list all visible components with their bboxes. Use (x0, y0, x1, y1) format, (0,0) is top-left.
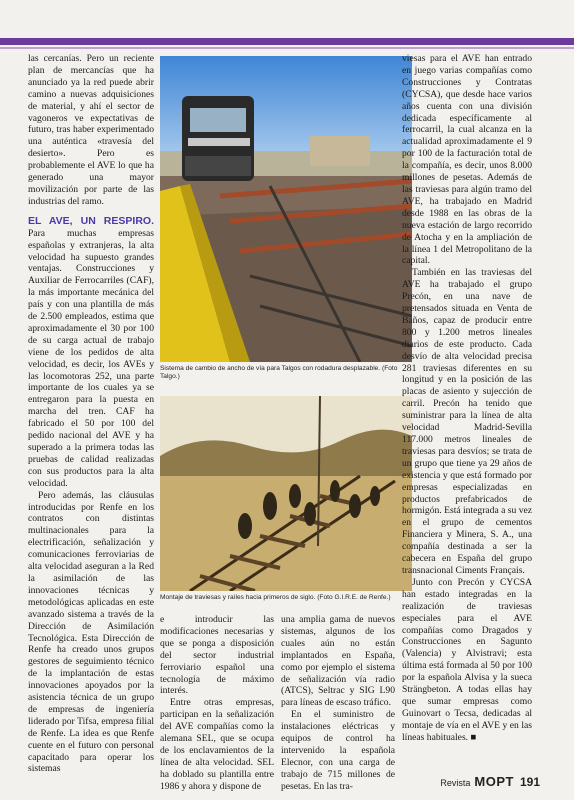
paragraph: Junto con Precón y CYCSA han estado integradas en la realización de traviesas especiales para el AVE compañías como Dragados y Construcciones en Sagunto (Valencia) y Alvistravi; esta última está formada al 50 por 100 por la española Alvisa y la sueca Strängbeton. A todas ellas hay que sumar empresas como Guinovart o Tecsa, dedicadas al montaje de vía en el AVE y en las líneas habituales. ■ (402, 576, 532, 743)
magazine-logo: MOPT (474, 774, 514, 789)
page-number: 191 (519, 775, 540, 789)
subcolumn-left (160, 614, 274, 793)
paragraph (28, 216, 154, 490)
photo-caption: Sistema de cambio de ancho de vía para Talgos con rodadura desplazable. (Foto Talgo.) (160, 365, 398, 380)
header-color-bar (0, 38, 574, 45)
paragraph: viesas para el AVE han entrado en juego varias compañías como Construcciones y Contratas (CYCSA), que desde hace varios años cuenta con una división dedicada específicamente al ferrocarril, la cual alcanza en la actualidad aproximadamente el 9 por 100 de la facturación total de la compañía, es decir, unos 8.000 millones de pesetas. Además de las traviesas para algún tramo del AVE, ha trabajado en Madrid desde 1988 en las obras de la nueva estación de largo recorrido de Atocha y en la ampliación de la línea 1 del Metropolitano de la capital. (402, 53, 532, 267)
column-right (402, 53, 532, 744)
page-footer (440, 774, 540, 789)
paragraph: las cercanías. Pero un reciente plan de mercancías que ha anunciado ya la red puede abrir camino a nuevas adquisiciones de material, y ahí el sector de vagoneros ve expectativas de futuro, tras haber experimentado una auténtica «travesía del desierto». Pero es probablemente el AVE lo que ha generado una mayor movilización por parte de las industrias del ramo. (28, 53, 154, 207)
paragraph: una amplia gama de nuevos sistemas, algunos de los cuales aún no están implantados en España, como por ejemplo el sistema de señalización vía radio (ATCS), Seltrac y SIG L90 para líneas de escaso tráfico. (281, 614, 395, 709)
footer-revista: Revista (440, 778, 471, 788)
section-subhead: EL AVE, UN RESPIRO. (28, 214, 154, 227)
paragraph-text: Para muchas empresas españolas y extranjeras, la alta velocidad ha supuesto grandes ventajas. Construcciones y Auxiliar de Ferrocarriles (CAF), la más importante mecánica del país y con una plantilla de más de 2.500 empleados, estima que aproximadamente el 30 por 100 de su carga actual de trabajo viene de los pedidos de alta velocidad, es decir, los AVEs y las locomotoras 252, una parte importante de los cuales ya se entregaron para la puesta en marcha del tren. CAF ha fabricado el 50 por 100 del pedido nacional del AVE y ha superado a la primera todas las pruebas de calidad realizadas con sus productos para la alta velocidad. (28, 227, 154, 489)
photo-caption: Montaje de traviesas y raíles hacia primeros de siglo. (Foto G.I.R.E. de Renfe.) (160, 594, 391, 601)
paragraph: Entre otras empresas, participan en la señalización del AVE compañías como la alemana SEL, que se ocupa de los enclavamientos de la línea de alta velocidad. SEL ha doblado su plantilla entre 1986 y ahora y dispone de (160, 697, 274, 792)
photo-track-laying-historic (160, 396, 412, 591)
paragraph: Pero además, las cláusulas introducidas por Renfe en los contratos con distintas multinacionales para la electrificación, señalización y comunicaciones ferroviarias de alta velocidad aseguran a la Red la asimilación de las innovaciones técnicas y metodológicas aplicadas en este avanzado sistema a través de la Dirección de Asimilación Tecnológica. Esta Dirección de Renfe ha creado unos grupos gestores de seguimiento técnico de la implantación de estas innovaciones apoyados por la asistencia técnica de un grupo de empresas de ingeniería liderado por Tifsa, empresa filial de Renfe. La idea es que Renfe cuente en el futuro con personal capacitado para operar los sistemas (28, 489, 154, 775)
paragraph: e introducir las modificaciones necesarias y que se ponga a disposición del sector industrial ferroviario español una tecnología de máximo interés. (160, 614, 274, 697)
subcolumn-right (281, 614, 395, 793)
paragraph: También en las traviesas del AVE ha trabajado el grupo Precón, en una nave de pretensados situada en Venta de Baños, capaz de producir entre 800 y 1.200 metros lineales diarios de este producto. Cada desvío de alta velocidad precisa 281 traviesas diferentes en su longitud y en la posición de las placas de asiento y sujección de carril. Precón ha tenido que suministrar para la línea de alta velocidad Madrid-Sevilla 117.000 metros lineales de traviesas para desvíos; se trata de un grupo que tiene ya 29 años de existencia y que está formado por empresas especializadas en productos prefabricados de hormigón. Está integrada a su vez en el grupo de cementos Financiera y Minera, S. A., una compañía destinada a ser la cabecera en España del grupo transnacional Ciments Français. (402, 267, 533, 576)
paragraph: En el suministro de instalaciones eléctricas y equipos de control ha intervenido la española Elecnor, con una carga de trabajo de 715 millones de pesetas. En las tra- (281, 709, 395, 792)
column-middle-lower (160, 614, 395, 792)
header-thin-bar (0, 47, 574, 49)
photo-talgo-gauge-change (160, 56, 412, 362)
column-left (28, 53, 154, 775)
